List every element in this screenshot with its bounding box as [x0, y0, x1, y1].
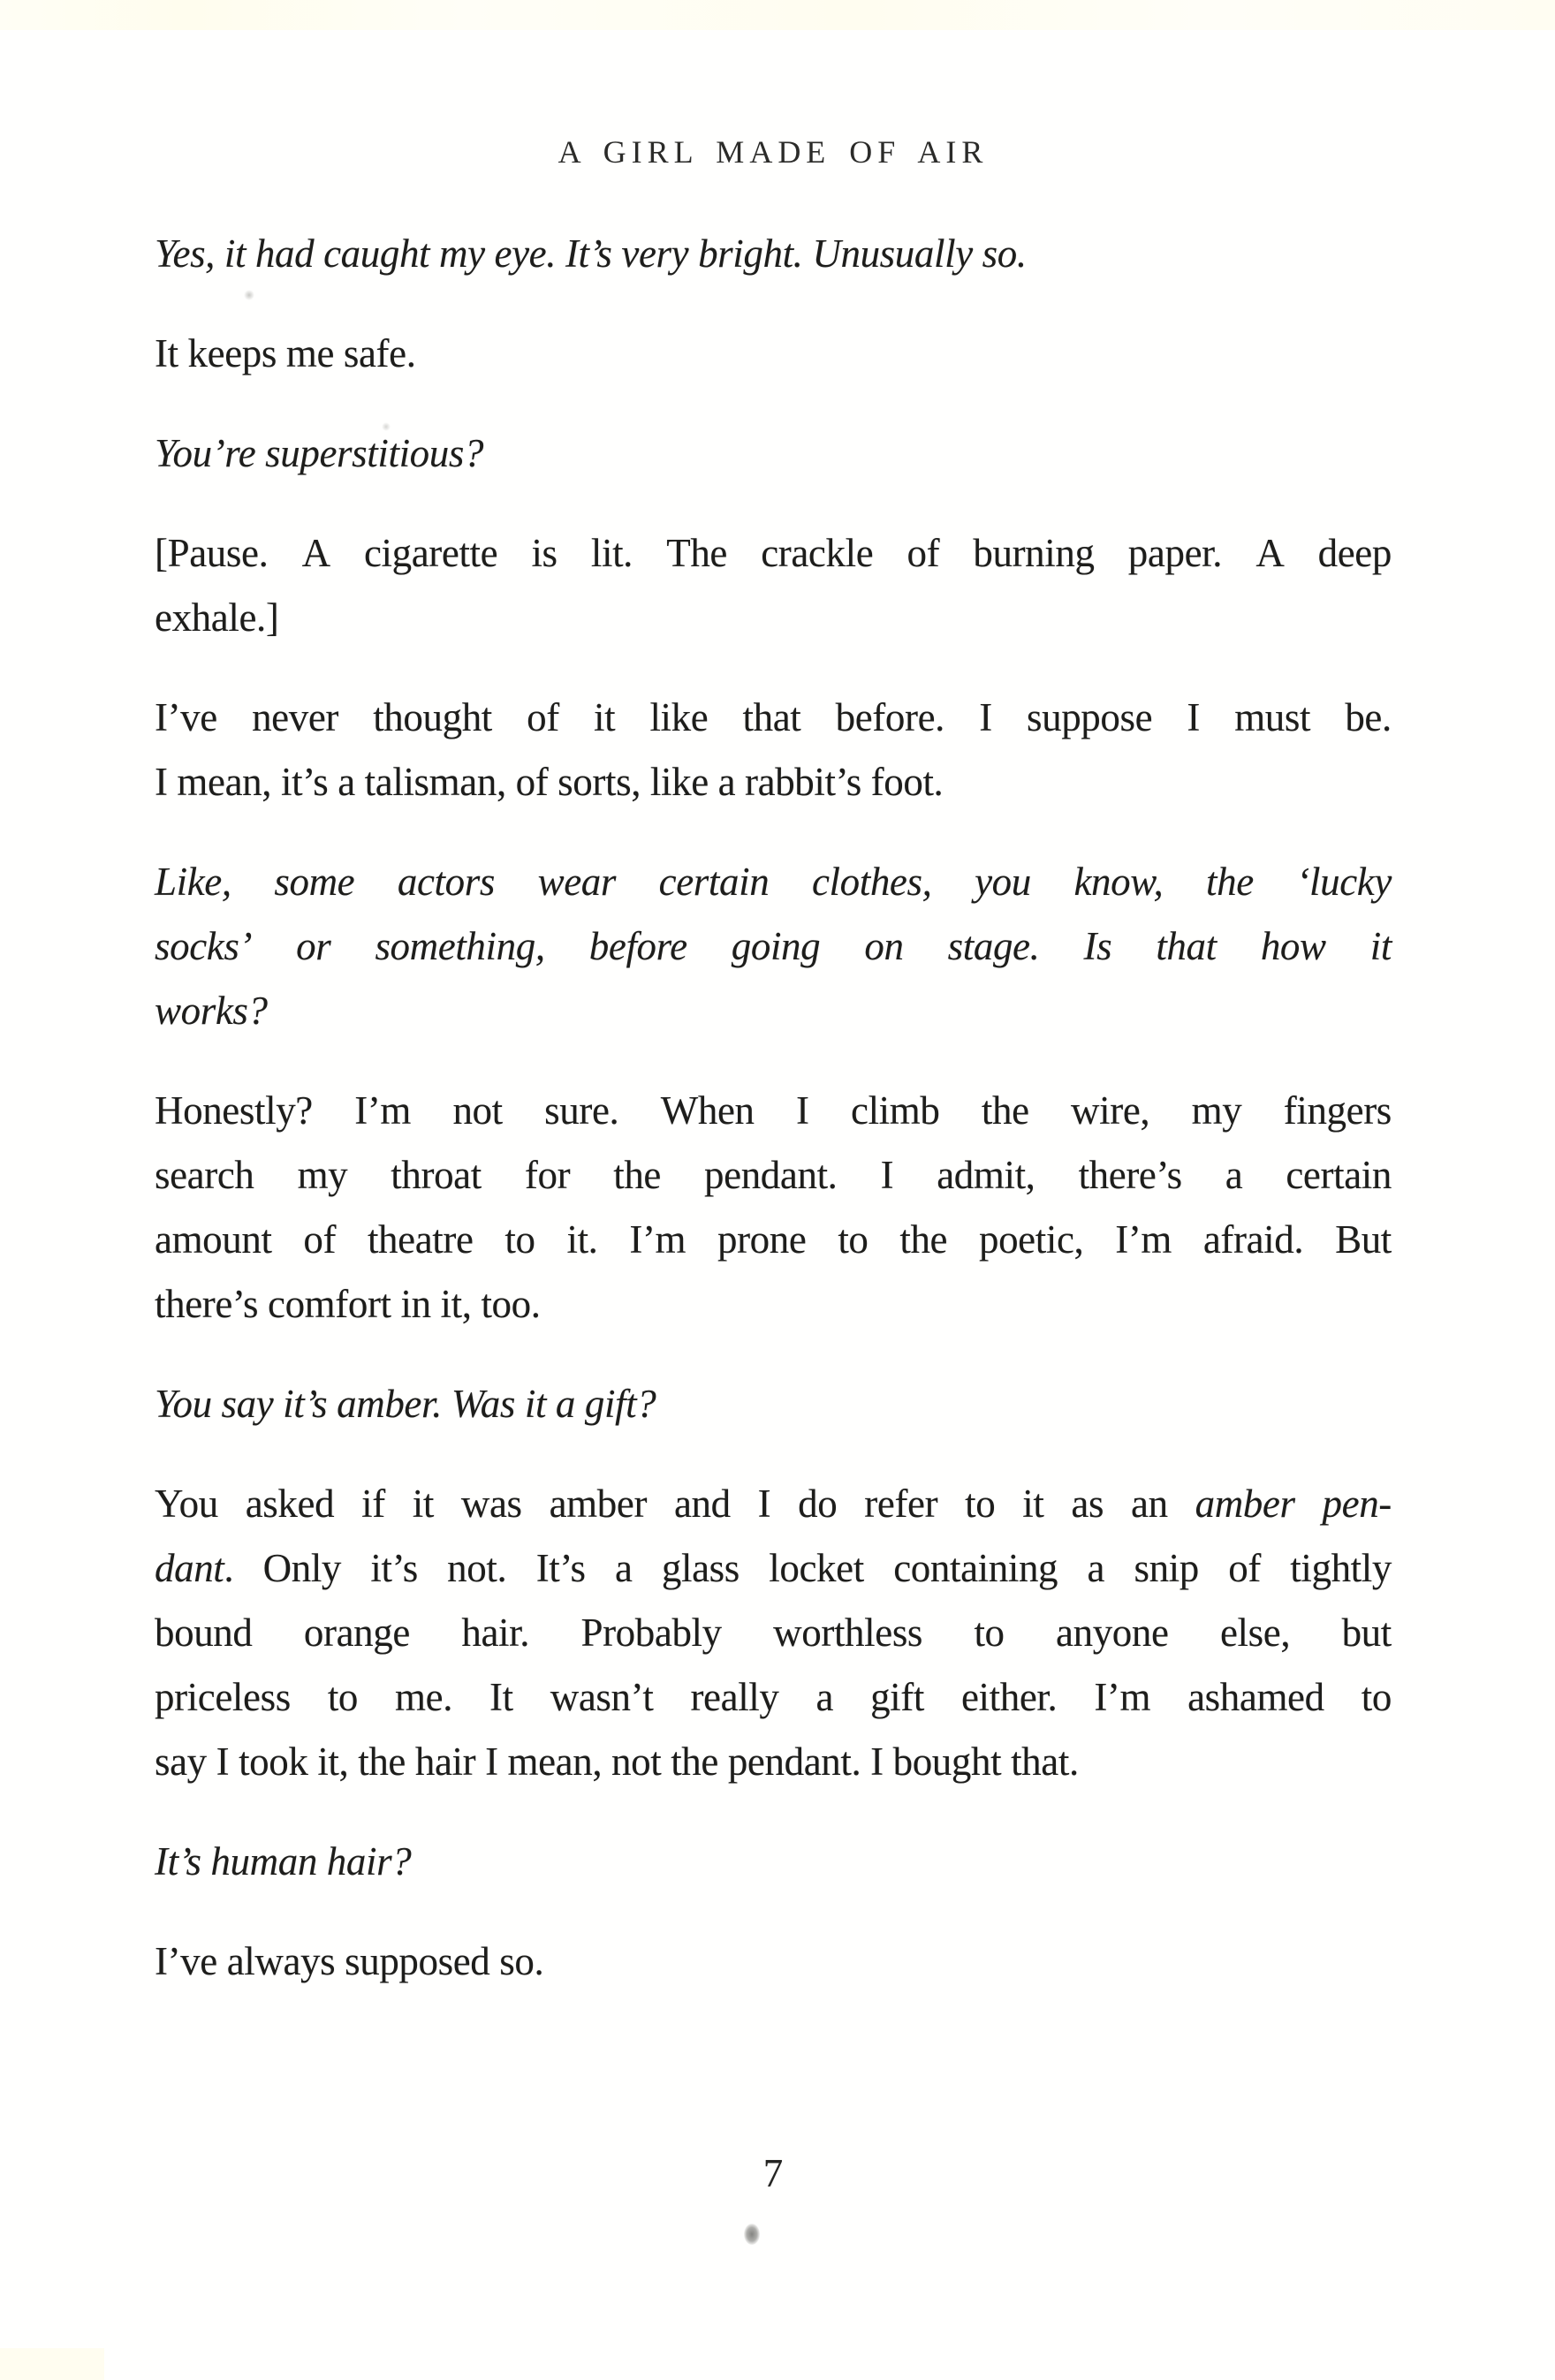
text-line: socks’ or something, before going on stage. Is that how it: [155, 924, 1392, 968]
text-line: I’ve never thought of it like that before. I suppose I must be.: [155, 695, 1392, 739]
text-line: exhale.]: [155, 595, 279, 640]
paragraph: [155, 1929, 1392, 1994]
text-line: priceless to me. It wasn’t really a gift either. I’m ashamed to: [155, 1675, 1392, 1719]
text-line: bound orange hair. Probably worthless to anyone else, but: [155, 1611, 1392, 1655]
text-line: dant. Only it’s not. It’s a glass locket containing a snip of tightly: [155, 1546, 1392, 1590]
paragraph: [155, 686, 1392, 815]
scan-speck: [382, 422, 391, 431]
running-header: A GIRL MADE OF AIR: [558, 134, 989, 170]
text-line: I’ve always supposed so.: [155, 1939, 544, 1983]
text-block: [155, 0, 1392, 2029]
body-text: [155, 222, 1392, 1994]
text-line: Honestly? I’m not sure. When I climb the wire, my fingers: [155, 1088, 1392, 1133]
text-line: You asked if it was amber and I do refer to it as an amber pen-: [155, 1482, 1392, 1526]
paragraph: [155, 521, 1392, 650]
page-number: 7: [762, 2151, 784, 2195]
paragraph: [155, 1079, 1392, 1337]
text-line: [Pause. A cigarette is lit. The crackle of burning paper. A deep: [155, 531, 1392, 575]
scan-corner-tint: [0, 2348, 104, 2380]
paragraph: [155, 1472, 1392, 1794]
paragraph: [155, 322, 1392, 386]
scan-speck: [744, 2224, 760, 2245]
text-line: Like, some actors wear certain clothes, you know, the ‘lucky: [155, 860, 1392, 904]
paragraph: [155, 421, 1392, 486]
text-line: You say it’s amber. Was it a gift?: [155, 1382, 656, 1426]
text-line: say I took it, the hair I mean, not the pendant. I bought that.: [155, 1740, 1079, 1784]
text-line: amount of theatre to it. I’m prone to the poetic, I’m afraid. But: [155, 1217, 1392, 1262]
text-line: It’s human hair?: [155, 1839, 412, 1884]
scan-speck: [244, 290, 254, 300]
paragraph: [155, 1372, 1392, 1436]
text-line: I mean, it’s a talisman, of sorts, like a rabbit’s foot.: [155, 760, 944, 804]
text-line: It keeps me safe.: [155, 331, 416, 375]
paragraph: [155, 850, 1392, 1043]
text-line: there’s comfort in it, too.: [155, 1282, 541, 1326]
paragraph: [155, 1830, 1392, 1894]
text-line: Yes, it had caught my eye. It’s very bright. Unusually so.: [155, 231, 1027, 276]
text-line: works?: [155, 989, 268, 1033]
text-line: search my throat for the pendant. I admit, there’s a certain: [155, 1153, 1392, 1197]
paragraph: [155, 222, 1392, 286]
text-line: You’re superstitious?: [155, 431, 484, 475]
